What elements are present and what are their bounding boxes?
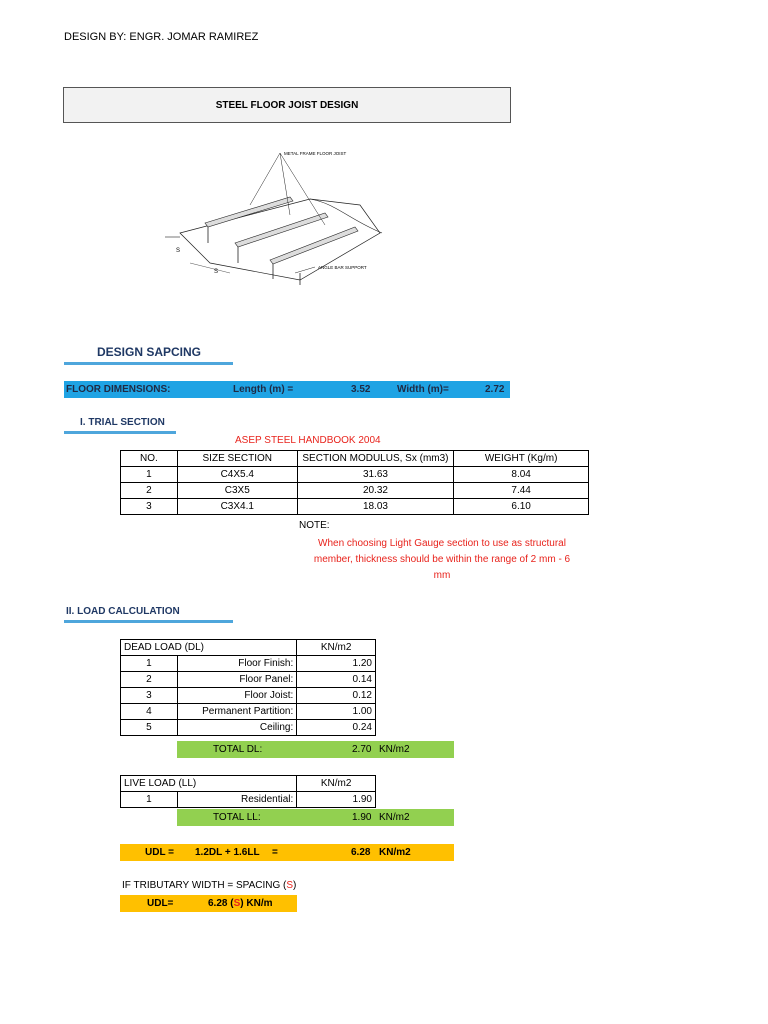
table-cell: C4X5.4 [177,467,297,483]
table-cell: 6.10 [454,499,589,515]
heading-underline [64,431,176,434]
table-cell: Floor Panel: [177,672,297,688]
table-cell: 1.20 [297,656,376,672]
table-row [121,467,589,483]
table-cell: 1 [121,656,178,672]
udl2-value-group [208,898,273,909]
udl-label: UDL = [145,847,174,858]
dead-load-header: DEAD LOAD (DL) [121,640,297,656]
source-reference: ASEP STEEL HANDBOOK 2004 [235,435,381,446]
width-label: Width (m)= [397,384,449,395]
floor-dimensions-label: FLOOR DIMENSIONS: [66,384,171,395]
tributary-text: IF TRIBUTARY WIDTH = SPACING ( [122,880,287,891]
floor-dimensions-bar [64,381,510,398]
table-cell: Residential: [177,792,297,808]
length-label: Length (m) = [233,384,294,395]
table-cell: 0.24 [297,720,376,736]
table-cell: Floor Finish: [177,656,297,672]
udl-spacing-bar [120,895,297,912]
live-load-header: LIVE LOAD (LL) [121,776,297,792]
udl-equals: = [272,847,278,858]
dead-load-table [120,639,376,736]
table-cell: 1 [121,792,178,808]
udl-value: 6.28 [351,847,371,858]
udl2-open: ( [230,898,234,909]
table-header: WEIGHT (Kg/m) [454,451,589,467]
note-line: member, thickness should be within the range of 2 mm - 6 [313,554,571,565]
table-cell: 2 [121,483,178,499]
table-row [121,483,589,499]
total-ll-bar [177,809,454,826]
unit-header: KN/m2 [297,640,376,656]
table-row [121,656,376,672]
table-header: SIZE SECTION [177,451,297,467]
table-cell: 5 [121,720,178,736]
udl2-label: UDL= [147,898,174,909]
table-header-row [121,451,589,467]
note-text [296,536,588,584]
udl-unit: KN/m2 [379,847,411,858]
table-header-row [121,640,376,656]
total-ll-unit: KN/m2 [379,812,410,823]
page-title: STEEL FLOOR JOIST DESIGN [63,87,511,123]
design-spacing-heading: DESIGN SAPCING [97,345,202,359]
tributary-note [122,880,296,891]
table-cell: 20.32 [297,483,454,499]
udl-bar [120,844,454,861]
spacing-label-2: S [214,269,219,275]
table-cell: 18.03 [297,499,454,515]
table-row [121,499,589,515]
table-row [121,704,376,720]
udl2-value: 6.28 [208,898,228,909]
table-cell: 2 [121,672,178,688]
support-label: ANGLE BAR SUPPORT [318,265,367,270]
total-dl-label: TOTAL DL: [213,744,263,755]
trial-section-table [120,450,589,515]
table-cell: C3X4.1 [177,499,297,515]
table-cell: Ceiling: [177,720,297,736]
total-dl-bar [177,741,454,758]
table-cell: 7.44 [454,483,589,499]
table-header: SECTION MODULUS, Sx (mm3) [297,451,454,467]
live-load-table [120,775,376,808]
note-line: When choosing Light Gauge section to use as structural [318,538,566,549]
table-cell: C3X5 [177,483,297,499]
total-dl-value: 2.70 [352,744,372,755]
table-cell: 31.63 [297,467,454,483]
table-cell: 1 [121,467,178,483]
note-label: NOTE: [299,520,330,531]
table-cell: Permanent Partition: [177,704,297,720]
udl2-unit: ) KN/m [240,898,273,909]
heading-underline [64,362,233,365]
total-ll-label: TOTAL LL: [213,812,261,823]
heading-underline [64,620,233,623]
table-cell: 3 [121,688,178,704]
udl2-s: S [233,898,241,909]
table-cell: 0.12 [297,688,376,704]
total-dl-unit: KN/m2 [379,744,410,755]
load-calculation-heading: II. LOAD CALCULATION [66,606,180,617]
table-cell: Floor Joist: [177,688,297,704]
author-credit: DESIGN BY: ENGR. JOMAR RAMIREZ [64,31,259,43]
table-cell: 3 [121,499,178,515]
trial-section-heading: I. TRIAL SECTION [80,417,165,428]
note-line: mm [433,570,451,581]
length-value: 3.52 [351,384,371,395]
table-cell: 8.04 [454,467,589,483]
joist-label: METAL FRAME FLOOR JOIST [284,151,347,156]
unit-header: KN/m2 [297,776,376,792]
table-cell: 1.00 [297,704,376,720]
table-header: NO. [121,451,178,467]
table-cell: 0.14 [297,672,376,688]
table-row [121,672,376,688]
table-row [121,688,376,704]
table-cell: 4 [121,704,178,720]
floor-joist-diagram [160,145,400,285]
tributary-s: S [286,880,294,891]
table-cell: 1.90 [297,792,376,808]
udl-formula: 1.2DL + 1.6LL [195,847,260,858]
total-ll-value: 1.90 [352,812,372,823]
spacing-label-1: S [176,248,181,254]
table-row [121,792,376,808]
table-header-row [121,776,376,792]
table-row [121,720,376,736]
width-value: 2.72 [485,384,505,395]
tributary-close: ) [293,880,297,891]
